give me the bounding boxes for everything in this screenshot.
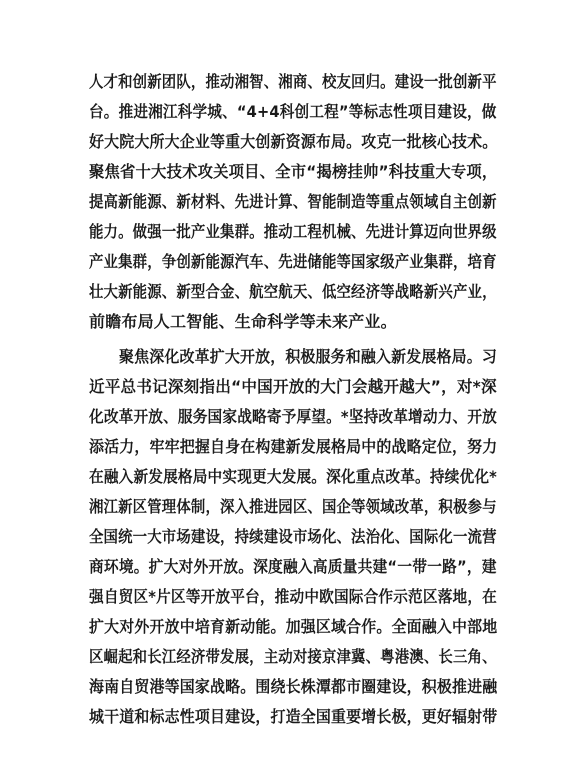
text-line: 强自贸区*片区等开放平台，推动中欧国际合作示范区落地，在 bbox=[89, 587, 497, 606]
text-line: 提高新能源、新材料、先进计算、智能制造等重点领域自主创新 bbox=[89, 192, 497, 211]
text-line: 扩大对外开放中培育新动能。加强区域合作。全面融入中部地 bbox=[89, 617, 498, 636]
text-line: 区崛起和长江经济带发展，主动对接京津冀、粤港澳、长三角、 bbox=[89, 647, 497, 666]
text-line: 添活力，牢牢把握自身在构建新发展格局中的战略定位，努力 bbox=[89, 437, 498, 456]
text-line: 近平总书记深刻指出“中国开放的大门会越开越大”，对*深 bbox=[89, 377, 497, 396]
text-line: 好大院大所大企业等重大创新资源布局。攻克一批核心技术。 bbox=[89, 132, 498, 151]
text-line: 前瞻布局人工智能、生命科学等未来产业。 bbox=[89, 312, 397, 331]
text-line: 人才和创新团队，推动湘智、湘商、校友回归。建设一批创新平 bbox=[89, 72, 497, 91]
text-line: 壮大新能源、新型合金、航空航天、低空经济等战略新兴产业， bbox=[89, 282, 497, 301]
text-line: 海南自贸港等国家战略。围绕长株潭都市圈建设，积极推进融 bbox=[89, 677, 498, 696]
text-line: 产业集群，争创新能源汽车、先进储能等国家级产业集群，培育 bbox=[89, 252, 497, 271]
text-line: 化改革开放、服务国家战略寄予厚望。*坚持改革增动力、开放 bbox=[89, 407, 497, 426]
text-line: 商环境。扩大对外开放。深度融入高质量共建“一带一路”，建 bbox=[89, 557, 497, 576]
text-line: 台。推进湘江科学城、“4+4科创工程”等标志性项目建设，做 bbox=[89, 102, 497, 121]
text-line: 湘江新区管理体制，深入推进园区、国企等领域改革，积极参与 bbox=[89, 497, 497, 516]
paragraph-heading-line: 聚焦深化改革扩大开放，积极服务和融入新发展格局。习 bbox=[119, 347, 498, 366]
text-line: 能力。做强一批产业集群。推动工程机械、先进计算迈向世界级 bbox=[89, 222, 497, 241]
text-line: 聚焦省十大技术攻关项目、全市“揭榜挂帅”科技重大专项， bbox=[89, 162, 498, 181]
text-line: 全国统一大市场建设，持续建设市场化、法治化、国际化一流营 bbox=[89, 527, 497, 546]
text-line: 在融入新发展格局中实现更大发展。深化重点改革。持续优化* bbox=[89, 467, 497, 486]
text-line: 城干道和标志性项目建设，打造全国重要增长极，更好辐射带 bbox=[89, 707, 498, 726]
